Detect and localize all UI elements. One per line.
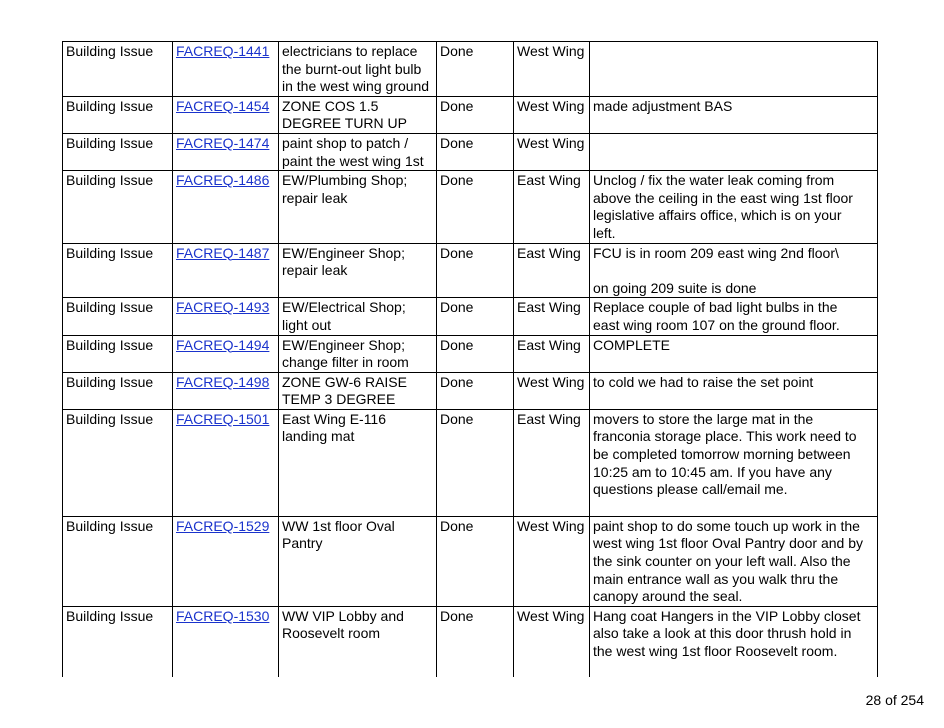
location-cell: West Wing: [514, 606, 590, 677]
location-cell: West Wing: [514, 516, 590, 606]
category-cell: Building Issue: [63, 133, 173, 170]
request-link[interactable]: FACREQ-1498: [176, 373, 270, 390]
notes-cell: movers to store the large mat in the franconia storage place. This work need to be completed tomorrow morning between 10:25 am to 10:45 am. If you have any questions please call/email me.: [590, 409, 878, 516]
request-id-cell: [173, 171, 279, 243]
notes-cell: paint shop to do some touch up work in the west wing 1st floor Oval Pantry door and by the sink counter on your left wall. Also the main entrance wall as you walk thru the canopy around the seal.: [590, 516, 878, 606]
status-cell: Done: [437, 372, 514, 409]
request-id-cell: [173, 298, 279, 335]
notes-cell: [590, 42, 878, 97]
table-row: [63, 298, 878, 335]
request-id-cell: [173, 606, 279, 677]
category-cell: Building Issue: [63, 171, 173, 243]
request-id-cell: [173, 243, 279, 298]
description-cell: WW 1st floor Oval Pantry: [279, 516, 437, 606]
description-cell: EW/Plumbing Shop; repair leak: [279, 171, 437, 243]
status-cell: Done: [437, 606, 514, 677]
description-cell: electricians to replace the burnt-out light bulb in the west wing ground: [279, 42, 437, 97]
request-link[interactable]: FACREQ-1474: [176, 134, 270, 151]
request-id-cell: [173, 409, 279, 516]
table-row: [63, 335, 878, 372]
table-row: [63, 409, 878, 516]
location-cell: East Wing: [514, 335, 590, 372]
table-row: [63, 243, 878, 298]
request-link[interactable]: FACREQ-1493: [176, 299, 270, 316]
description-cell: ZONE GW-6 RAISE TEMP 3 DEGREE: [279, 372, 437, 409]
location-cell: East Wing: [514, 409, 590, 516]
description-cell: EW/Engineer Shop; change filter in room: [279, 335, 437, 372]
request-link[interactable]: FACREQ-1486: [176, 172, 270, 189]
table-row: [63, 96, 878, 133]
location-cell: West Wing: [514, 133, 590, 170]
notes-cell: Unclog / fix the water leak coming from above the ceiling in the east wing 1st floor legislative affairs office, which is on your left.: [590, 171, 878, 243]
request-id-cell: [173, 96, 279, 133]
status-cell: Done: [437, 171, 514, 243]
category-cell: Building Issue: [63, 516, 173, 606]
request-link[interactable]: FACREQ-1529: [176, 517, 270, 534]
request-link[interactable]: FACREQ-1454: [176, 97, 270, 114]
status-cell: Done: [437, 133, 514, 170]
location-cell: East Wing: [514, 171, 590, 243]
category-cell: Building Issue: [63, 372, 173, 409]
location-cell: West Wing: [514, 42, 590, 97]
request-link[interactable]: FACREQ-1487: [176, 244, 270, 261]
request-link[interactable]: FACREQ-1441: [176, 43, 270, 59]
request-id-cell: [173, 133, 279, 170]
status-cell: Done: [437, 96, 514, 133]
location-cell: East Wing: [514, 243, 590, 298]
request-id-cell: [173, 335, 279, 372]
status-cell: Done: [437, 409, 514, 516]
notes-cell: to cold we had to raise the set point: [590, 372, 878, 409]
table-row: [63, 606, 878, 677]
request-link[interactable]: FACREQ-1501: [176, 410, 270, 427]
request-table: [62, 41, 878, 677]
location-cell: West Wing: [514, 372, 590, 409]
request-link[interactable]: FACREQ-1494: [176, 336, 270, 353]
category-cell: Building Issue: [63, 243, 173, 298]
description-cell: East Wing E-116 landing mat: [279, 409, 437, 516]
table-row: [63, 42, 878, 97]
notes-cell: made adjustment BAS: [590, 96, 878, 133]
table-row: [63, 516, 878, 606]
table-row: [63, 133, 878, 170]
notes-cell: Hang coat Hangers in the VIP Lobby closet also take a look at this door thrush hold in the west wing 1st floor Roosevelt room.: [590, 606, 878, 677]
request-id-cell: [173, 42, 279, 97]
category-cell: Building Issue: [63, 298, 173, 335]
notes-cell: [590, 133, 878, 170]
notes-cell: COMPLETE: [590, 335, 878, 372]
location-cell: East Wing: [514, 298, 590, 335]
description-cell: ZONE COS 1.5 DEGREE TURN UP: [279, 96, 437, 133]
status-cell: Done: [437, 516, 514, 606]
category-cell: Building Issue: [63, 335, 173, 372]
category-cell: Building Issue: [63, 606, 173, 677]
description-cell: paint shop to patch / paint the west wing 1st: [279, 133, 437, 170]
status-cell: Done: [437, 42, 514, 97]
category-cell: Building Issue: [63, 96, 173, 133]
location-cell: West Wing: [514, 96, 590, 133]
request-id-cell: [173, 372, 279, 409]
notes-cell: FCU is in room 209 east wing 2nd floor\ on going 209 suite is done: [590, 243, 878, 298]
description-cell: EW/Engineer Shop; repair leak: [279, 243, 437, 298]
status-cell: Done: [437, 243, 514, 298]
page-number: 28 of 254: [865, 692, 924, 708]
notes-cell: Replace couple of bad light bulbs in the east wing room 107 on the ground floor.: [590, 298, 878, 335]
request-link[interactable]: FACREQ-1530: [176, 607, 270, 624]
category-cell: Building Issue: [63, 409, 173, 516]
status-cell: Done: [437, 298, 514, 335]
request-table-body: [63, 42, 878, 678]
request-id-cell: [173, 516, 279, 606]
description-cell: EW/Electrical Shop; light out: [279, 298, 437, 335]
table-row: [63, 372, 878, 409]
category-cell: Building Issue: [63, 42, 173, 97]
description-cell: WW VIP Lobby and Roosevelt room: [279, 606, 437, 677]
status-cell: Done: [437, 335, 514, 372]
table-row: [63, 171, 878, 243]
